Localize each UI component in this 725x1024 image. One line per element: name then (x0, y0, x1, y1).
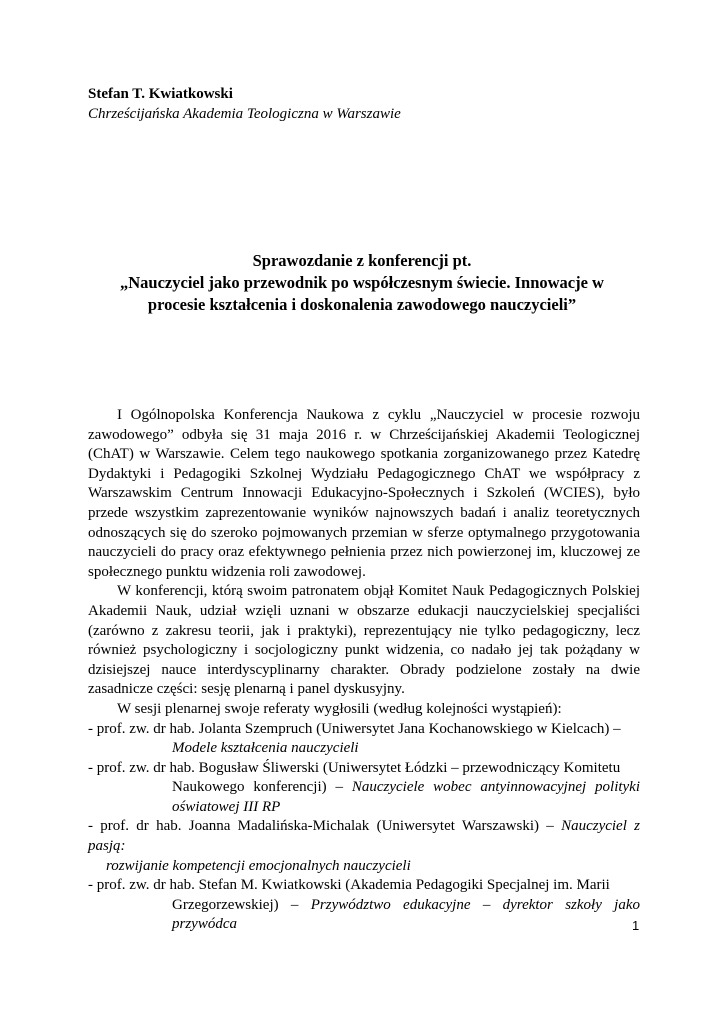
title-line-2: „Nauczyciel jako przewodnik po współczesnym świecie. Innowacje w (120, 273, 604, 292)
list-item (88, 720, 640, 759)
speaker-line: - prof. dr hab. Joanna Madalińska-Michalak (Uniwersytet Warszawski) – (88, 818, 554, 835)
speaker-line: - prof. zw. dr hab. Stefan M. Kwiatkowski (Akademia Pedagogiki Specjalnej im. Marii (88, 877, 610, 894)
list-item (88, 817, 640, 876)
speaker-line: - prof. zw. dr hab. Bogusław Śliwerski (Uniwersytet Łódzki – przewodniczący Komitetu (88, 759, 621, 776)
paragraph-plenary-intro: W sesji plenarnej swoje referaty wygłosili (według kolejności wystąpień): (117, 700, 562, 717)
paper-title: Modele kształcenia nauczycieli (172, 740, 359, 757)
title-line-3: procesie kształcenia i doskonalenia zawodowego nauczycieli” (147, 295, 577, 314)
paper-title: Przywództwo edukacyjne – dyrektor szkoły jako przywódca (172, 896, 640, 933)
author-name: Stefan T. Kwiatkowski (88, 86, 233, 102)
speaker-line-continued: Naukowego konferencji) – (172, 779, 343, 796)
paper-title: rozwijanie kompetencji emocjonalnych nauczycieli (106, 857, 411, 874)
list-item (88, 876, 640, 935)
paragraph-participants: W konferencji, którą swoim patronatem objął Komitet Nauk Pedagogicznych Polskiej Akademii Nauk, udział wzięli uznani w obszarze edukacji nauczycielskiej specjaliści (zarówno z zakresu teorii, jak i praktyki), reprezentujący nie tylko pedagogiczny, lecz również psychologiczny i socjologiczny punkt widzenia, co nadało jej tak pożądany w dzisiejszej nauce interdyscyplinarny charakter. Obrady podzielone zostały na dwie zasadnicze części: sesję plenarną i panel dyskusyjny. (88, 583, 640, 698)
title-line-1: Sprawozdanie z konferencji pt. (252, 251, 472, 270)
list-item (88, 759, 640, 818)
paper-title: Nauczyciele wobec antyinnowacyjnej polityki oświatowej III RP (172, 779, 641, 815)
paper-title-part: Nauczyciel z pasją: (88, 818, 640, 855)
paragraph-intro: I Ogólnopolska Konferencja Naukowa z cyklu „Nauczyciel w procesie rozwoju zawodowego” odbyła się 31 maja 2016 r. w Chrześcijańskiej Akademii Teologicznej (ChAT) w Warszawie. Celem tego naukowego spotkania zorganizowanego przez Katedrę Dydaktyki i Pedagogiki Szkolnej Wydziału Pedagogicznego ChAT we współpracy z Warszawskim Centrum Innowacji Edukacyjno-Społecznych i Szkoleń (WCIES), było przede wszystkim zaprezentowanie wyników najnowszych badań i analiz teoretycznych odnoszących się do szeroko pojmowanych przemian w sferze optymalnego przygotowania nauczycieli do pracy oraz efektywnego pełnienia przez nich powierzonej im, kluczowej ze społecznego punktu widzenia roli zawodowej. (88, 407, 640, 580)
speaker-line: - prof. zw. dr hab. Jolanta Szempruch (Uniwersytet Jana Kochanowskiego w Kielcach) – (88, 720, 621, 737)
report-body (88, 406, 640, 935)
report-title (88, 250, 636, 316)
author-affiliation: Chrześcijańska Akademia Teologiczna w Warszawie (88, 106, 401, 122)
speaker-line-continued: Grzegorzewskiej) – (172, 896, 299, 913)
page-number: 1 (632, 918, 640, 933)
